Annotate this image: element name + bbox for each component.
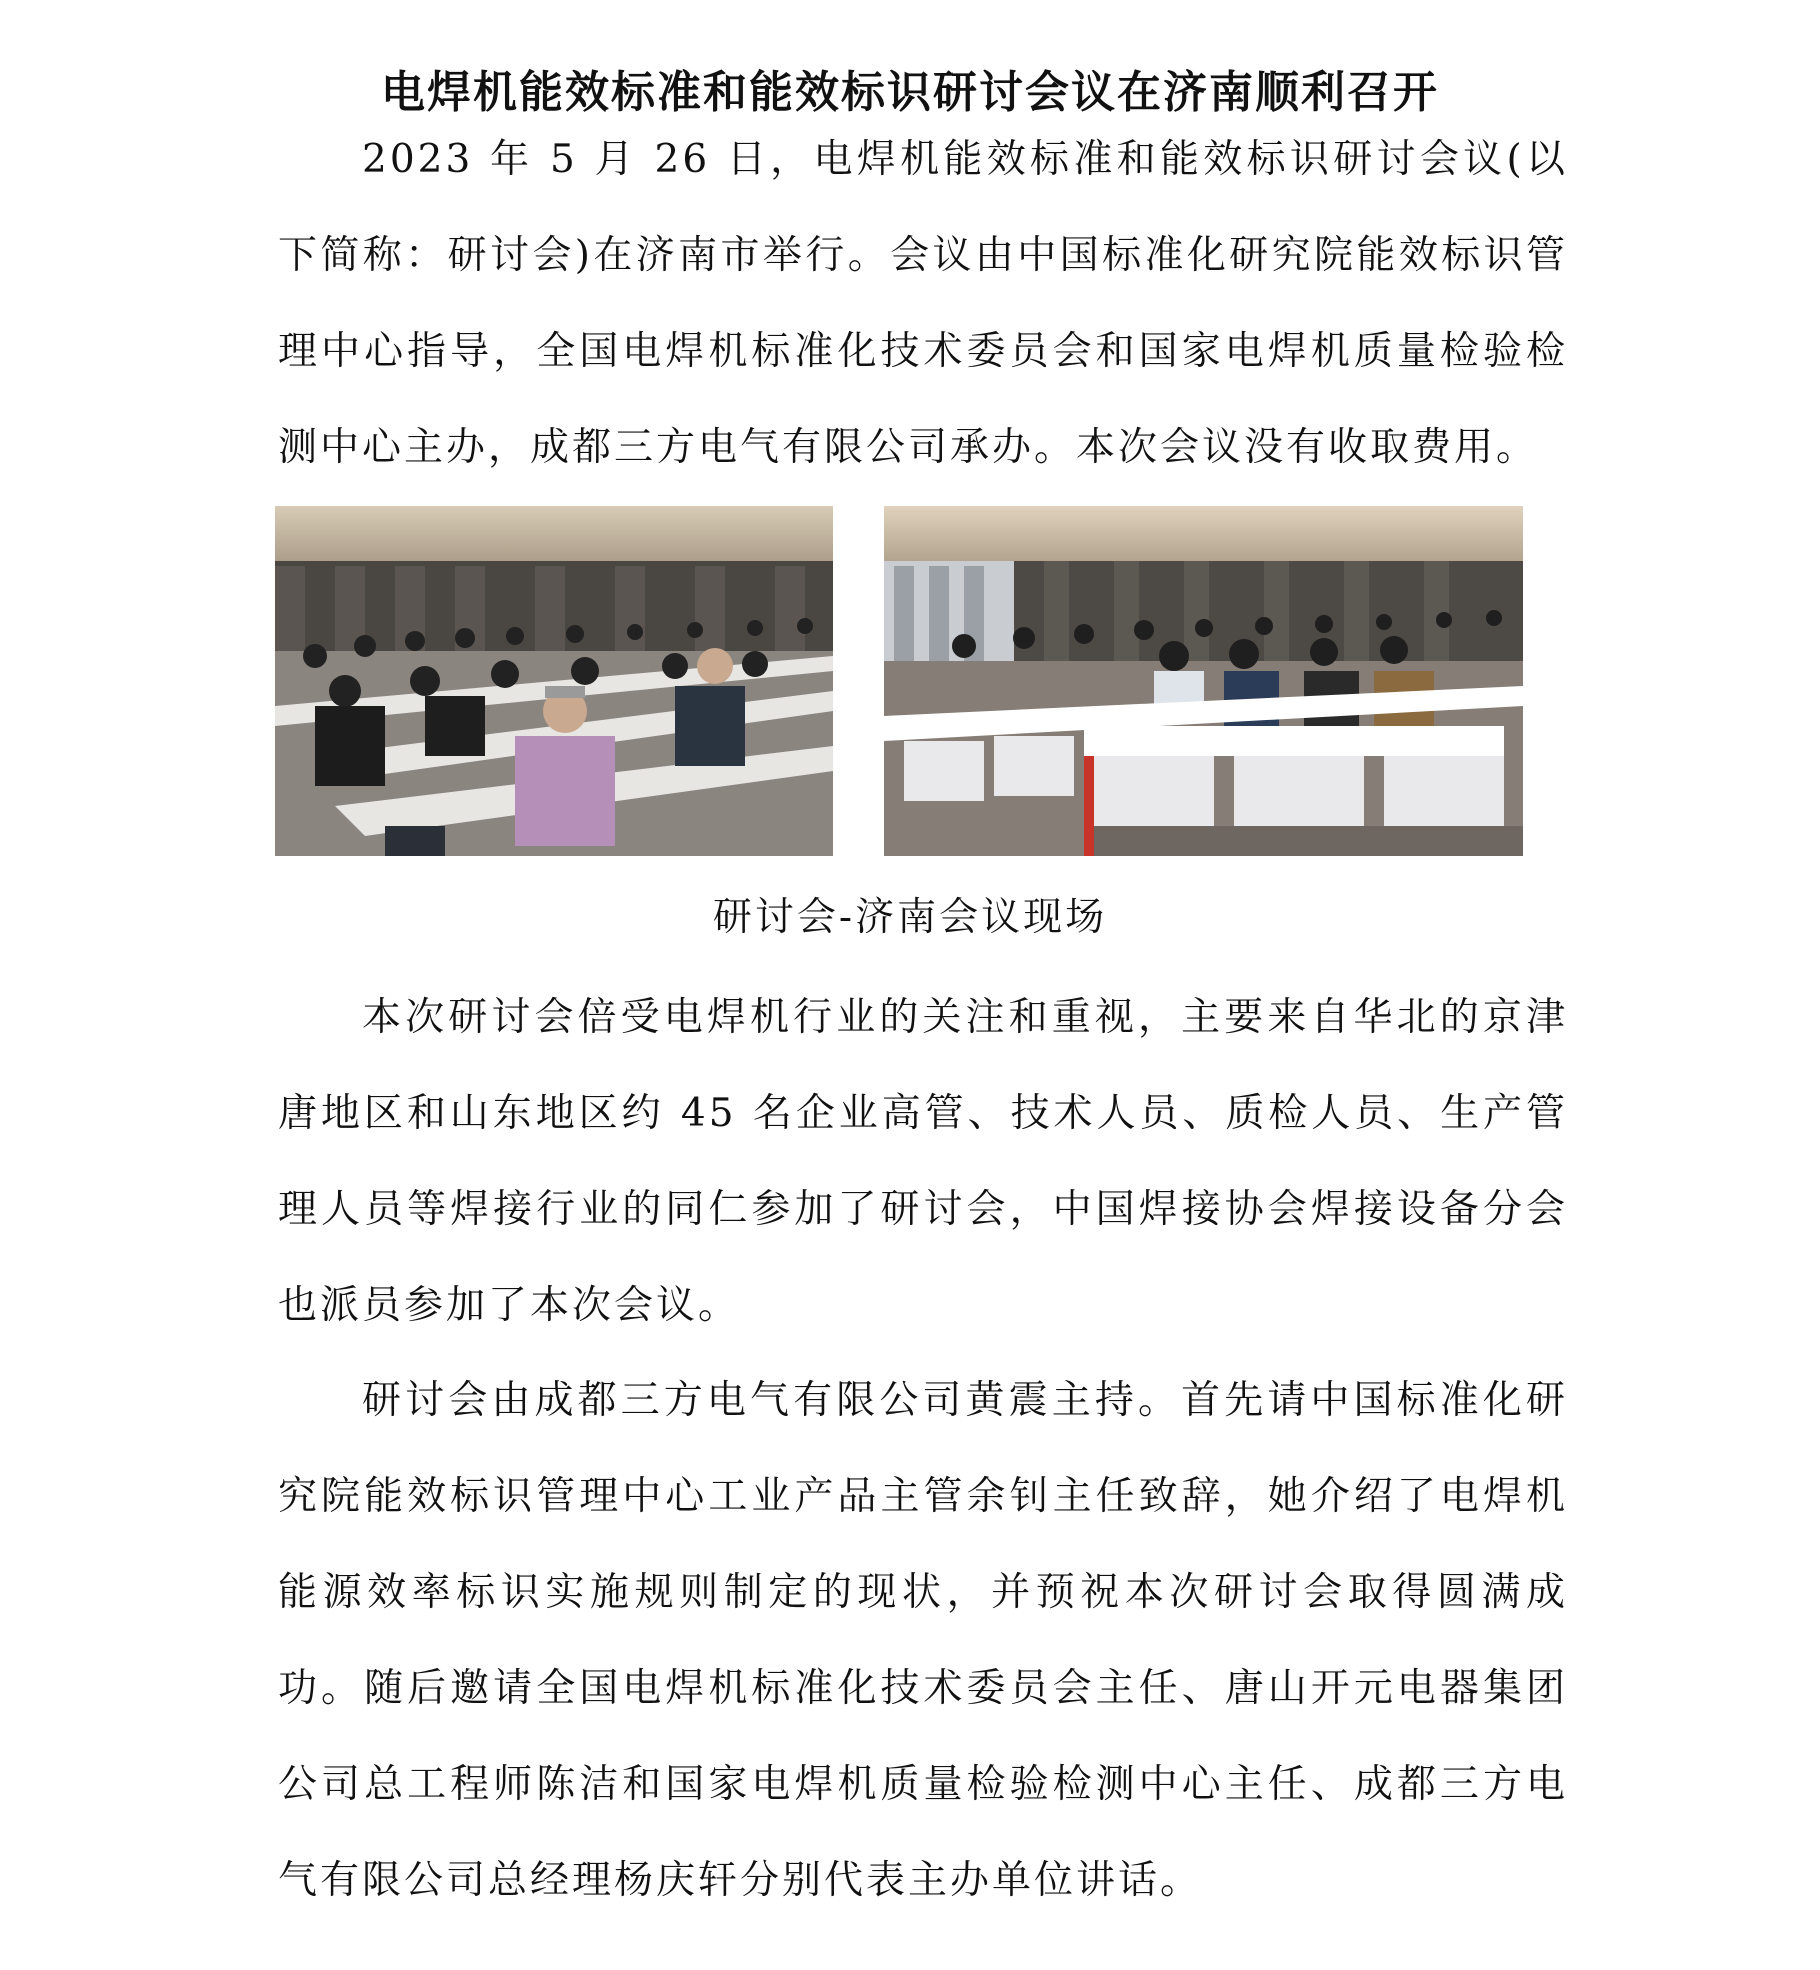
paragraph-proceedings: 研讨会由成都三方电气有限公司黄震主持。首先请中国标准化研究院能效标识管理中心工业产品主管余钊主任致辞，她介绍了电焊机能源效率标识实施规则制定的现状，并预祝本次研讨会取得圆满成功。随后邀请全国电焊机标准化技术委员会主任、唐山开元电器集团公司总工程师陈洁和国家电焊机质量检验检测中心主任、成都三方电气有限公司总经理杨庆轩分别代表主办单位讲话。 (278, 1378, 1568, 1903)
paragraph-intro: 2023 年 5 月 26 日，电焊机能效标准和能效标识研讨会议(以下简称：研讨会)在济南市举行。会议由中国标准化研究院能效标识管理中心指导，全国电焊机标准化技术委员会和国家电焊机质量检验检测中心主办，成都三方电气有限公司承办。本次会议没有收取费用。 (278, 137, 1568, 470)
meeting-photo-right-image (884, 506, 1523, 856)
paragraph-attendance: 本次研讨会倍受电焊机行业的关注和重视，主要来自华北的京津唐地区和山东地区约 45 名企业高管、技术人员、质检人员、生产管理人员等焊接行业的同仁参加了研讨会，中国焊接协会焊接设备分会也派员参加了本次会议。 (278, 995, 1568, 1328)
meeting-photo-left (275, 506, 833, 856)
page-title: 电焊机能效标准和能效标识研讨会议在济南顺利召开 (381, 67, 1439, 119)
meeting-photo-left-image (275, 506, 833, 856)
figure-caption: 研讨会-济南会议现场 (712, 895, 1108, 940)
meeting-photo-right (884, 506, 1523, 856)
